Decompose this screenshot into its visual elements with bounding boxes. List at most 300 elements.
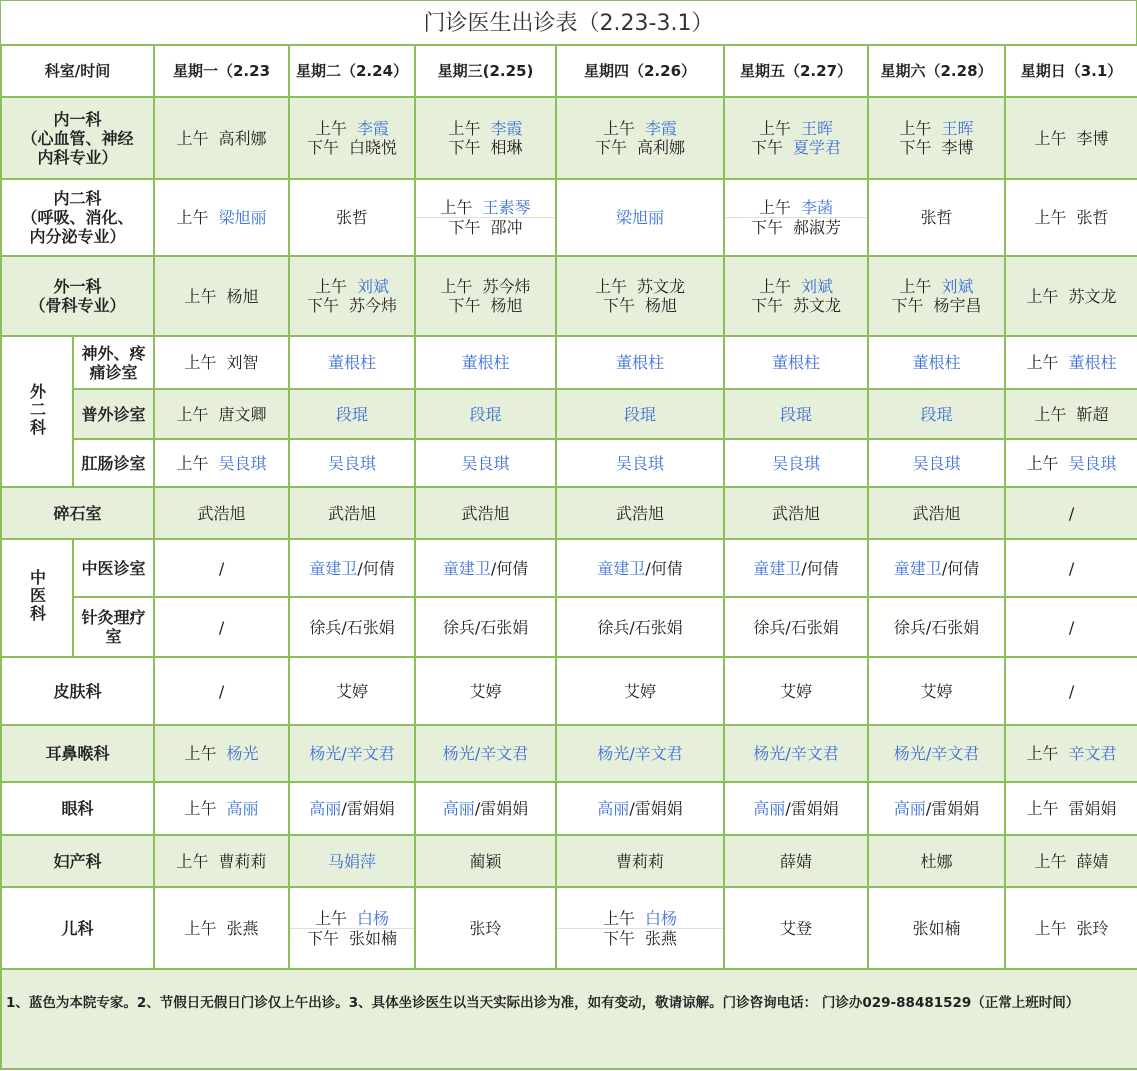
cell xyxy=(289,336,415,389)
doctor: /辛文君 xyxy=(341,744,395,763)
cell: 徐兵/石张娟 xyxy=(289,597,415,657)
pm-label: 下午 xyxy=(448,218,481,237)
cell xyxy=(1005,336,1137,389)
cell: 张如楠 xyxy=(868,887,1005,969)
doctor: 童建卫 xyxy=(309,558,358,578)
doctor: /雷娟娟 xyxy=(785,799,839,818)
doctor: 段琨 xyxy=(469,404,502,424)
day-mon: 星期一（2.23 xyxy=(154,45,289,97)
doctor: 高丽 xyxy=(597,799,630,818)
am-slot xyxy=(290,909,414,929)
pm-label: 下午 xyxy=(448,138,481,157)
cell: 武浩旭 xyxy=(868,487,1005,539)
cell xyxy=(289,97,415,179)
doctor: 吴良琪 xyxy=(616,453,665,473)
doctor: 董根柱 xyxy=(912,353,961,372)
row-zhongyizhenshi xyxy=(1,539,1137,597)
cell: / xyxy=(1005,539,1137,597)
doctor: 杨光 xyxy=(309,744,342,763)
dept-erbihou: 耳鼻喉科 xyxy=(1,725,154,782)
cell: / xyxy=(1005,597,1137,657)
dept-yanke: 眼科 xyxy=(1,782,154,835)
pm-slot xyxy=(869,138,1004,157)
doctor: 刘斌 xyxy=(357,277,390,296)
doctor: 张如楠 xyxy=(349,928,398,948)
am-label: 上午 xyxy=(176,404,209,424)
am-slot xyxy=(557,119,723,138)
am-label: 上午 xyxy=(184,799,217,818)
am-label: 上午 xyxy=(184,918,217,938)
doctor: 董根柱 xyxy=(616,353,665,372)
am-label: 上午 xyxy=(176,208,209,227)
day-fri: 星期五（2.27） xyxy=(724,45,868,97)
header-row xyxy=(1,45,1137,97)
cell: / xyxy=(1005,487,1137,539)
cell xyxy=(289,439,415,487)
doctor: 苏文龙 xyxy=(1068,286,1117,306)
am-slot xyxy=(416,119,555,138)
cell xyxy=(868,439,1005,487)
cell xyxy=(724,725,868,782)
am-label: 上午 xyxy=(184,744,217,763)
pm-slot xyxy=(290,929,414,948)
dept-label: 内一科 （心血管、神经内科专业） xyxy=(21,109,134,167)
am-label: 上午 xyxy=(176,128,209,148)
am-label: 上午 xyxy=(759,277,792,296)
doctor: 杨旭 xyxy=(226,286,259,306)
cell xyxy=(724,389,868,439)
dept-suishi: 碎石室 xyxy=(1,487,154,539)
am-label: 上午 xyxy=(176,453,209,473)
pm-label: 下午 xyxy=(307,138,340,157)
doctor: /何倩 xyxy=(941,558,980,578)
doctor: 吴良琪 xyxy=(461,453,510,473)
cell xyxy=(1005,782,1137,835)
pm-slot xyxy=(557,138,723,157)
cell xyxy=(415,539,556,597)
cell xyxy=(724,439,868,487)
dept-fuchan: 妇产科 xyxy=(1,835,154,887)
doctor: 杨旭 xyxy=(490,296,523,315)
doctor: /何倩 xyxy=(490,558,529,578)
doctor: 童建卫 xyxy=(893,558,942,578)
doctor: 张玲 xyxy=(1076,918,1109,938)
doctor: 苏今炜 xyxy=(482,277,531,296)
pm-slot xyxy=(290,296,414,315)
am-slot xyxy=(557,277,723,296)
corner-cell: 科室/时间 xyxy=(1,45,154,97)
cell: / xyxy=(1005,657,1137,725)
pm-label: 下午 xyxy=(751,218,784,237)
cell xyxy=(724,179,868,256)
dept-label: 外二科 xyxy=(27,382,47,437)
doctor: 吴良琪 xyxy=(328,453,377,473)
pm-label: 下午 xyxy=(899,138,932,157)
doctor: 张燕 xyxy=(226,918,259,938)
doctor: 王素琴 xyxy=(482,198,531,217)
dept-zhongyi xyxy=(1,539,73,657)
doctor: 吴良琪 xyxy=(1068,453,1117,473)
cell xyxy=(724,97,868,179)
doctor: 苏文龙 xyxy=(793,296,842,315)
cell: 武浩旭 xyxy=(154,487,289,539)
dept-label: 内二科 （呼吸、消化、内分泌专业） xyxy=(21,189,134,246)
am-label: 上午 xyxy=(176,851,209,871)
am-label: 上午 xyxy=(603,908,636,928)
subdept-zhongyizhenshi: 中医诊室 xyxy=(73,539,154,597)
pm-slot xyxy=(290,138,414,157)
pm-slot xyxy=(416,138,555,157)
doctor: 张哲 xyxy=(1076,208,1109,227)
doctor: 李菡 xyxy=(801,198,834,217)
pm-slot xyxy=(869,296,1004,315)
cell xyxy=(868,336,1005,389)
cell xyxy=(556,887,724,969)
am-label: 上午 xyxy=(759,119,792,138)
am-label: 上午 xyxy=(1026,453,1059,473)
cell: / xyxy=(154,539,289,597)
doctor: 曹莉莉 xyxy=(218,851,267,871)
am-label: 上午 xyxy=(184,286,217,306)
doctor: 白杨 xyxy=(357,908,390,928)
cell xyxy=(1005,179,1137,256)
am-slot xyxy=(290,119,414,138)
cell xyxy=(724,539,868,597)
doctor: 杨光 xyxy=(753,744,786,763)
cell xyxy=(154,256,289,336)
dept-waike2 xyxy=(1,336,73,487)
doctor: /辛文君 xyxy=(474,744,529,763)
cell xyxy=(556,389,724,439)
cell: 武浩旭 xyxy=(556,487,724,539)
row-note xyxy=(1,969,1137,1069)
am-label: 上午 xyxy=(440,198,473,217)
doctor: /辛文君 xyxy=(629,744,683,763)
doctor: /何倩 xyxy=(645,558,683,578)
am-label: 上午 xyxy=(1034,208,1067,227)
dept-neike1 xyxy=(1,97,154,179)
cell xyxy=(868,97,1005,179)
doctor: 高丽 xyxy=(753,799,786,818)
doctor: 吴良琪 xyxy=(772,453,821,473)
cell xyxy=(154,97,289,179)
am-slot xyxy=(869,277,1004,296)
doctor: 段琨 xyxy=(624,404,657,424)
cell xyxy=(289,539,415,597)
am-label: 上午 xyxy=(315,908,348,928)
cell xyxy=(556,439,724,487)
am-label: 上午 xyxy=(1034,918,1067,938)
pm-label: 下午 xyxy=(891,296,924,315)
doctor: 白杨 xyxy=(645,908,678,928)
cell xyxy=(1005,887,1137,969)
cell xyxy=(154,439,289,487)
doctor: 梁旭丽 xyxy=(218,208,267,227)
am-slot xyxy=(869,119,1004,138)
am-slot xyxy=(416,277,555,296)
doctor: 夏学君 xyxy=(793,138,842,157)
cell xyxy=(415,389,556,439)
row-erbihou xyxy=(1,725,1137,782)
doctor: 辛文君 xyxy=(1068,744,1117,763)
doctor: 高利娜 xyxy=(637,138,686,157)
cell xyxy=(154,725,289,782)
cell xyxy=(415,725,556,782)
cell: 艾婷 xyxy=(289,657,415,725)
cell xyxy=(868,782,1005,835)
am-slot xyxy=(725,119,867,138)
pm-label: 下午 xyxy=(751,296,784,315)
subdept-gangchang: 肛肠诊室 xyxy=(73,439,154,487)
cell: / xyxy=(154,597,289,657)
doctor: 童建卫 xyxy=(753,558,802,578)
cell xyxy=(154,835,289,887)
cell xyxy=(154,887,289,969)
cell xyxy=(724,336,868,389)
cell: / xyxy=(154,657,289,725)
cell xyxy=(1005,835,1137,887)
dept-pifu: 皮肤科 xyxy=(1,657,154,725)
cell: 蔺颖 xyxy=(415,835,556,887)
am-slot xyxy=(290,277,414,296)
doctor: /雷娟娟 xyxy=(474,799,529,818)
doctor: 杨光 xyxy=(597,744,630,763)
doctor: 段琨 xyxy=(336,404,369,424)
cell xyxy=(415,256,556,336)
cell xyxy=(415,179,556,256)
doctor: 张燕 xyxy=(645,928,678,948)
dept-label: 外一科 （骨科专业） xyxy=(29,277,126,315)
row-yanke xyxy=(1,782,1137,835)
cell xyxy=(1005,725,1137,782)
cell xyxy=(154,336,289,389)
doctor: 童建卫 xyxy=(442,558,491,578)
row-erke xyxy=(1,887,1137,969)
doctor: /雷娟娟 xyxy=(341,799,395,818)
cell: 艾婷 xyxy=(415,657,556,725)
cell xyxy=(289,389,415,439)
doctor: 李博 xyxy=(941,138,974,157)
pm-slot xyxy=(725,218,867,237)
cell: 艾婷 xyxy=(868,657,1005,725)
doctor: 杨光 xyxy=(226,744,259,763)
row-fuchan xyxy=(1,835,1137,887)
cell xyxy=(289,256,415,336)
cell xyxy=(868,179,1005,256)
doctor: 段琨 xyxy=(780,404,813,424)
pm-slot xyxy=(416,296,555,315)
am-label: 上午 xyxy=(448,119,481,138)
doctor: /雷娟娟 xyxy=(629,799,683,818)
cell xyxy=(1005,256,1137,336)
cell: 张玲 xyxy=(415,887,556,969)
schedule-table xyxy=(0,44,1137,1070)
pm-slot xyxy=(725,138,867,157)
doctor: 高丽 xyxy=(442,799,475,818)
cell xyxy=(868,539,1005,597)
am-slot xyxy=(416,198,555,218)
am-label: 上午 xyxy=(899,277,932,296)
doctor: 白晓悦 xyxy=(349,138,398,157)
am-label: 上午 xyxy=(595,277,628,296)
row-gangchang xyxy=(1,439,1137,487)
doctor: 董根柱 xyxy=(461,353,510,372)
doctor: 雷娟娟 xyxy=(1068,799,1117,818)
pm-slot xyxy=(725,296,867,315)
cell: 徐兵/石张娟 xyxy=(724,597,868,657)
am-label: 上午 xyxy=(184,353,217,372)
doctor: 梁旭丽 xyxy=(616,208,665,227)
doctor: 李博 xyxy=(1076,128,1109,148)
subdept-puwai: 普外诊室 xyxy=(73,389,154,439)
cell xyxy=(289,887,415,969)
doctor: 吴良琪 xyxy=(218,453,267,473)
cell: 艾婷 xyxy=(724,657,868,725)
doctor: 高丽 xyxy=(226,799,259,818)
pm-label: 下午 xyxy=(751,138,784,157)
doctor: /雷娟娟 xyxy=(925,799,980,818)
pm-label: 下午 xyxy=(307,296,340,315)
cell xyxy=(1005,97,1137,179)
cell xyxy=(154,389,289,439)
doctor: 苏文龙 xyxy=(637,277,686,296)
pm-label: 下午 xyxy=(448,296,481,315)
cell: 武浩旭 xyxy=(415,487,556,539)
pm-slot xyxy=(557,296,723,315)
day-thu: 星期四（2.26） xyxy=(556,45,724,97)
doctor: 王晖 xyxy=(801,119,834,138)
doctor: 李霞 xyxy=(490,119,523,138)
footnote: 1、蓝色为本院专家。2、节假日无假日门诊仅上午出诊。3、具体坐诊医生以当天实际出诊为准，如有变动，敬请谅解。门诊咨询电话： 门诊办029-88481529（正常上班时间） xyxy=(1,969,1137,1069)
cell: 徐兵/石张娟 xyxy=(868,597,1005,657)
cell xyxy=(1005,389,1137,439)
doctor: 童建卫 xyxy=(597,558,646,578)
cell xyxy=(154,179,289,256)
am-slot xyxy=(725,277,867,296)
doctor: 董根柱 xyxy=(772,353,821,372)
subdept-zhenjiu: 针灸理疗室 xyxy=(73,597,154,657)
am-label: 上午 xyxy=(1026,286,1059,306)
cell: 曹莉莉 xyxy=(556,835,724,887)
doctor: 杨旭 xyxy=(645,296,678,315)
cell xyxy=(556,179,724,256)
row-zhenjiu xyxy=(1,597,1137,657)
row-pifu xyxy=(1,657,1137,725)
cell xyxy=(868,389,1005,439)
cell xyxy=(289,725,415,782)
cell: 徐兵/石张娟 xyxy=(556,597,724,657)
doctor: /何倩 xyxy=(801,558,839,578)
row-suishi xyxy=(1,487,1137,539)
am-label: 上午 xyxy=(899,119,932,138)
doctor: 郝淑芳 xyxy=(793,218,842,237)
row-shenwai xyxy=(1,336,1137,389)
doctor: 董根柱 xyxy=(328,353,377,372)
pm-label: 下午 xyxy=(603,928,636,948)
doctor: 杨光 xyxy=(893,744,926,763)
cell xyxy=(556,539,724,597)
pm-label: 下午 xyxy=(595,138,628,157)
doctor: /辛文君 xyxy=(925,744,980,763)
row-puwai xyxy=(1,389,1137,439)
doctor: 刘斌 xyxy=(941,277,974,296)
day-wed: 星期三(2.25) xyxy=(415,45,556,97)
doctor: 刘斌 xyxy=(801,277,834,296)
row-neike2 xyxy=(1,179,1137,256)
doctor: 王晖 xyxy=(941,119,974,138)
doctor: 邵冲 xyxy=(490,218,523,237)
pm-slot xyxy=(557,929,723,948)
dept-label: 中医科 xyxy=(27,569,47,623)
cell xyxy=(289,835,415,887)
cell xyxy=(556,336,724,389)
am-label: 上午 xyxy=(1026,799,1059,818)
doctor: 张哲 xyxy=(336,208,369,227)
cell xyxy=(556,725,724,782)
cell xyxy=(415,336,556,389)
doctor: 高利娜 xyxy=(218,128,267,148)
cell: 艾婷 xyxy=(556,657,724,725)
cell xyxy=(868,256,1005,336)
cell: 艾登 xyxy=(724,887,868,969)
doctor: 高丽 xyxy=(309,799,342,818)
cell xyxy=(556,97,724,179)
cell: 杜娜 xyxy=(868,835,1005,887)
doctor: 董根柱 xyxy=(1068,353,1117,372)
doctor: 刘智 xyxy=(226,353,259,372)
doctor: 唐文卿 xyxy=(218,404,267,424)
dept-neike2 xyxy=(1,179,154,256)
row-neike1 xyxy=(1,97,1137,179)
am-label: 上午 xyxy=(315,119,348,138)
doctor: 靳超 xyxy=(1076,404,1109,424)
doctor: 李霞 xyxy=(645,119,678,138)
am-label: 上午 xyxy=(759,198,792,217)
doctor: 马娟萍 xyxy=(328,851,377,871)
am-label: 上午 xyxy=(1034,851,1067,871)
cell xyxy=(154,782,289,835)
cell xyxy=(289,782,415,835)
doctor: 张哲 xyxy=(920,208,953,227)
day-sun: 星期日（3.1） xyxy=(1005,45,1137,97)
doctor: 李霞 xyxy=(357,119,390,138)
cell xyxy=(415,782,556,835)
cell xyxy=(868,725,1005,782)
am-label: 上午 xyxy=(1026,353,1059,372)
cell: 武浩旭 xyxy=(724,487,868,539)
day-tue: 星期二（2.24） xyxy=(289,45,415,97)
pm-slot xyxy=(416,218,555,237)
am-label: 上午 xyxy=(440,277,473,296)
doctor: 吴良琪 xyxy=(912,453,961,473)
doctor: /辛文君 xyxy=(785,744,839,763)
am-slot xyxy=(725,198,867,218)
cell xyxy=(724,256,868,336)
cell: 薛婧 xyxy=(724,835,868,887)
row-waike1 xyxy=(1,256,1137,336)
am-label: 上午 xyxy=(603,119,636,138)
cell xyxy=(556,782,724,835)
doctor: 杨光 xyxy=(442,744,475,763)
dept-waike1 xyxy=(1,256,154,336)
doctor: 杨宇昌 xyxy=(933,296,982,315)
page-title: 门诊医生出诊表（2.23-3.1） xyxy=(0,0,1137,45)
cell: 徐兵/石张娟 xyxy=(415,597,556,657)
am-label: 上午 xyxy=(1034,404,1067,424)
cell xyxy=(289,179,415,256)
doctor: 相琳 xyxy=(490,138,523,157)
pm-label: 下午 xyxy=(603,296,636,315)
